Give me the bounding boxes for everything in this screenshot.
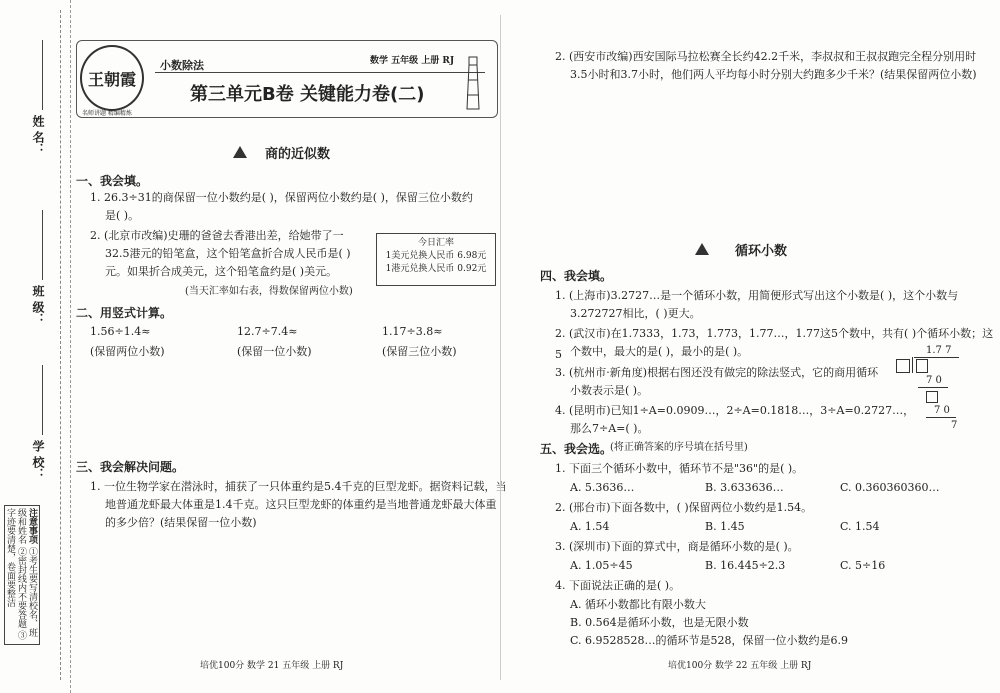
r2-line1: 2. (武汉市)在1.7333，1.73，1.773，1.77…，1.77这5个数中，共有( )个循环小数；这5 xyxy=(555,327,994,361)
long-division-figure xyxy=(896,345,966,435)
right-footer: 培优100分 数学 22 五年级 上册 RJ xyxy=(668,661,812,671)
division-rule xyxy=(926,417,956,418)
division-rule xyxy=(918,387,948,388)
division-row: 7 0 xyxy=(934,405,950,416)
q1-line1: 1. 26.3÷31的商保留一位小数约是( )，保留两位小数约是( )，保留三位小数约 xyxy=(90,191,473,204)
part5-heading: 五、我会选。 xyxy=(540,442,613,456)
s1-opt-b[interactable]: B. 3.633636… xyxy=(705,481,784,494)
calc-2: 12.7÷7.4≈ xyxy=(237,325,298,338)
part4-heading: 四、我会填。 xyxy=(540,269,613,283)
calc-2-note: (保留一位小数) xyxy=(237,345,312,358)
s2-opt-b[interactable]: B. 1.45 xyxy=(705,520,745,533)
remainder-box xyxy=(926,391,938,403)
page-divider xyxy=(500,15,501,680)
grade-tag: 数学 五年级 上册 RJ xyxy=(370,56,455,66)
header-rule xyxy=(155,72,485,73)
notice-item: ②密封线内不要答题 xyxy=(16,546,26,628)
division-row: 7 xyxy=(951,420,958,431)
section-title-recurring: 循环小数 xyxy=(735,244,788,259)
class-label: 班 级： xyxy=(31,285,45,326)
r3-line2: 小数表示是( )。 xyxy=(570,384,649,397)
rate-title: 今日汇率 xyxy=(417,238,454,248)
name-blank[interactable] xyxy=(42,40,43,110)
r3-line1: 3. (杭州市·新角度)根据右图还没有做完的除法竖式，它的商用循环 xyxy=(555,366,879,379)
notice-item: ③字迹要清楚，卷面要整洁 xyxy=(5,508,26,640)
r4-line2: 那么7÷A=( )。 xyxy=(570,422,649,435)
part3-heading: 三、我会解决问题。 xyxy=(76,460,185,474)
part1-heading: 一、我会填。 xyxy=(76,174,149,188)
calc-1-note: (保留两位小数) xyxy=(90,345,165,358)
division-bar xyxy=(914,357,959,358)
rate-line: 1美元兑换人民币 6.98元 xyxy=(385,251,487,261)
r4-line1: 4. (昆明市)已知1÷A=0.0909…，2÷A=0.1818…，3÷A=0.2727…， xyxy=(555,404,915,417)
division-bracket xyxy=(912,357,913,373)
page-title: 第三单元B卷 关键能力卷(二) xyxy=(190,84,425,105)
s3-opt-c[interactable]: C. 5÷16 xyxy=(840,559,886,572)
notice-box xyxy=(4,505,40,645)
s4-opt-a[interactable]: A. 循环小数都比有限小数大 xyxy=(570,598,706,611)
seal-line xyxy=(60,10,61,680)
divisor-box xyxy=(896,359,910,373)
r1-line1: 1. (上海市)3.2727…是一个循环小数，用简便形式写出这个小数是( )，这个小数与 xyxy=(555,289,959,302)
p1-line2: 地普通龙虾最大体重是1.4千克。这只巨型龙虾的体重约是当地普通龙虾最大体重 xyxy=(105,498,497,511)
logo-subtitle: 名师讲题 精编精炼 xyxy=(82,110,132,117)
s2-opt-a[interactable]: A. 1.54 xyxy=(570,520,610,533)
s1-opt-a[interactable]: A. 5.3636… xyxy=(570,481,635,494)
logo-text: 王朝霞 xyxy=(87,69,136,89)
q1-line2: 是( )。 xyxy=(105,209,140,222)
sail-icon xyxy=(695,240,709,259)
school-label: 学 校： xyxy=(31,440,45,481)
notice-item: ①考生要写清校名、班级和姓名 xyxy=(16,508,37,637)
dividend-box xyxy=(916,359,928,373)
s3: 3. (深圳市)下面的算式中，商是循环小数的是( )。 xyxy=(555,540,799,553)
part2-heading: 二、用竖式计算。 xyxy=(76,306,173,320)
exchange-rate-table xyxy=(376,233,496,286)
calc-3-note: (保留三位小数) xyxy=(382,345,457,358)
s1-opt-c[interactable]: C. 0.360360360… xyxy=(840,481,940,494)
p2-line2: 3.5小时和3.7小时，他们两人平均每小时分别大约跑多少千米？(结果保留两位小数) xyxy=(570,68,977,81)
class-blank[interactable] xyxy=(42,210,43,280)
s2-opt-c[interactable]: C. 1.54 xyxy=(840,520,880,533)
p1-line1: 1. 一位生物学家在潜泳时，捕获了一只体重约是5.4千克的巨型龙虾。据资料记载，当 xyxy=(90,480,507,493)
rate-line: 1港元兑换人民币 0.92元 xyxy=(385,264,487,274)
q2-note: (当天汇率如右表，得数保留两位小数) xyxy=(185,286,353,297)
q2-line2: 32.5港元的铅笔盒，这个铅笔盒折合成人民币是( ) xyxy=(105,247,351,260)
r1-line2: 3.272727相比，( )更大。 xyxy=(570,307,701,320)
q2-line1: 2. (北京市改编)史珊的爸爸去香港出差，给她带了一 xyxy=(90,229,344,242)
left-footer: 培优100分 数学 21 五年级 上册 RJ xyxy=(200,661,344,671)
q2-line3: 元。如果折合成美元，这个铅笔盒约是( )美元。 xyxy=(105,265,338,278)
s3-opt-a[interactable]: A. 1.05÷45 xyxy=(570,559,633,572)
calc-3: 1.17÷3.8≈ xyxy=(382,325,443,338)
s4: 4. 下面说法正确的是( )。 xyxy=(555,579,681,592)
notice-title: 注意事项 xyxy=(27,508,37,544)
calc-1: 1.56÷1.4≈ xyxy=(90,325,151,338)
logo xyxy=(80,45,144,111)
s4-opt-b[interactable]: B. 0.564是循环小数，也是无限小数 xyxy=(570,616,749,629)
part5-note: (将正确答案的序号填在括号里) xyxy=(610,442,748,453)
r2-line2: 个数中，最大的是( )，最小的是( )。 xyxy=(570,345,749,358)
section-title-approx: 商的近似数 xyxy=(265,147,331,162)
lighthouse-icon xyxy=(463,55,483,110)
school-blank[interactable] xyxy=(42,365,43,435)
s2: 2. (邢台市)下面各数中，( )保留两位小数约是1.54。 xyxy=(555,501,813,514)
s3-opt-b[interactable]: B. 16.445÷2.3 xyxy=(705,559,786,572)
name-label: 姓 名： xyxy=(31,115,45,156)
division-quotient: 1.7 7 xyxy=(926,345,952,356)
division-row: 7 0 xyxy=(926,375,942,386)
p1-line3: 的多少倍？(结果保留一位小数) xyxy=(105,516,257,529)
unit-tag: 小数除法 xyxy=(160,59,204,72)
s4-opt-c[interactable]: C. 6.9528528…的循环节是528，保留一位小数约是6.9 xyxy=(570,634,848,647)
p2-line1: 2. (西安市改编)西安国际马拉松赛全长约42.2千米，李叔叔和王叔叔跑完全程分别用时 xyxy=(555,50,977,63)
sail-icon xyxy=(233,143,247,162)
s1: 1. 下面三个循环小数中，循环节不是"36"的是( )。 xyxy=(555,462,804,475)
